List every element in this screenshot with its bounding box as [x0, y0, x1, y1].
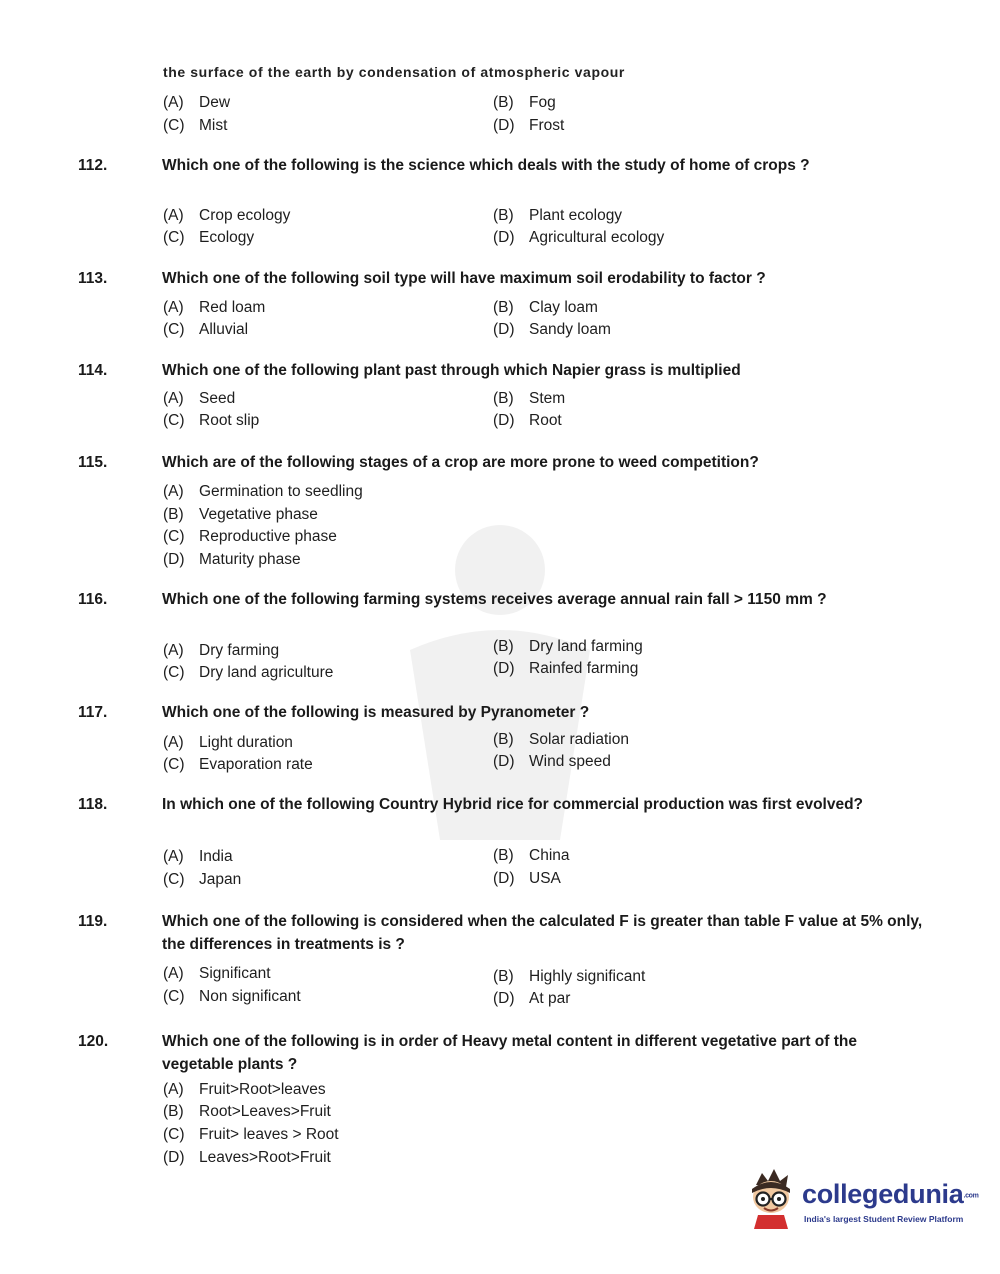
- option-a: (A) Fruit>Root>leaves: [163, 1081, 326, 1098]
- option-a: (A) Crop ecology: [163, 207, 291, 224]
- option-b: (B) China: [493, 847, 570, 864]
- option-b: (B) Fog: [493, 94, 556, 111]
- option-c: (C) Non significant: [163, 988, 301, 1005]
- option-d: (D) Leaves>Root>Fruit: [163, 1149, 331, 1166]
- option-a: (A) Red loam: [163, 299, 266, 316]
- option-a: (A) Light duration: [163, 734, 293, 751]
- question-116: 116. Which one of the following farming systems receives average annual rain fall > 1150 mm ?: [78, 591, 827, 608]
- option-d: (D) Wind speed: [493, 753, 611, 770]
- question-111-fragment: the surface of the earth by condensation of atmospheric vapour: [163, 64, 625, 80]
- option-a: (A) Significant: [163, 965, 271, 982]
- option-c: (C) Ecology: [163, 229, 255, 246]
- option-a: (A) Dew: [163, 94, 231, 111]
- question-115: 115. Which are of the following stages of a crop are more prone to weed competition?: [78, 454, 759, 471]
- option-d: (D) USA: [493, 870, 561, 887]
- option-d: (D) Agricultural ecology: [493, 229, 665, 246]
- option-d: (D) Rainfed farming: [493, 660, 639, 677]
- option-d: (D) Frost: [493, 117, 565, 134]
- option-b: (B) Stem: [493, 390, 566, 407]
- collegedunia-logo[interactable]: [742, 1165, 979, 1240]
- option-a: (A) Dry farming: [163, 642, 280, 659]
- option-a: (A) Germination to seedling: [163, 483, 363, 500]
- option-c: (C) Fruit> leaves > Root: [163, 1126, 339, 1143]
- option-a: (A) Seed: [163, 390, 236, 407]
- question-120: 120. Which one of the following is in order of Heavy metal content in different vegetative part of the vegetable plants ?: [78, 1033, 857, 1073]
- option-c: (C) Evaporation rate: [163, 756, 313, 773]
- question-118: 118. In which one of the following Country Hybrid rice for commercial production was first evolved?: [78, 796, 864, 813]
- option-b: (B) Clay loam: [493, 299, 598, 316]
- option-b: (B) Root>Leaves>Fruit: [163, 1103, 331, 1120]
- option-c: (C) Japan: [163, 871, 242, 888]
- option-d: (D) At par: [493, 990, 571, 1007]
- option-b: (B) Solar radiation: [493, 731, 629, 748]
- mascot-icon: [742, 1167, 800, 1229]
- option-b: (B) Highly significant: [493, 968, 646, 985]
- option-d: (D) Sandy loam: [493, 321, 611, 338]
- logo-tagline: India's largest Student Review Platform: [804, 1214, 964, 1224]
- option-d: (D) Maturity phase: [163, 551, 301, 568]
- option-c: (C) Root slip: [163, 412, 260, 429]
- option-b: (B) Plant ecology: [493, 207, 623, 224]
- question-117: 117. Which one of the following is measured by Pyranometer ?: [78, 704, 590, 721]
- logo-suffix: .com: [963, 1192, 979, 1200]
- option-d: (D) Root: [493, 412, 562, 429]
- option-c: (C) Alluvial: [163, 321, 249, 338]
- option-c: (C) Dry land agriculture: [163, 664, 334, 681]
- question-112: 112. Which one of the following is the science which deals with the study of home of crops ?: [78, 157, 810, 174]
- question-114: 114. Which one of the following plant past through which Napier grass is multiplied: [78, 362, 741, 379]
- option-c: (C) Mist: [163, 117, 228, 134]
- option-b: (B) Vegetative phase: [163, 506, 318, 523]
- logo-wordmark: collegedunia: [802, 1179, 964, 1209]
- option-b: (B) Dry land farming: [493, 638, 643, 655]
- question-119: 119. Which one of the following is considered when the calculated F is greater than table F value at 5% only, the differences in treatments is ?: [78, 913, 923, 953]
- question-113: 113. Which one of the following soil type will have maximum soil erodability to factor ?: [78, 270, 766, 287]
- option-c: (C) Reproductive phase: [163, 528, 337, 545]
- option-a: (A) India: [163, 848, 233, 865]
